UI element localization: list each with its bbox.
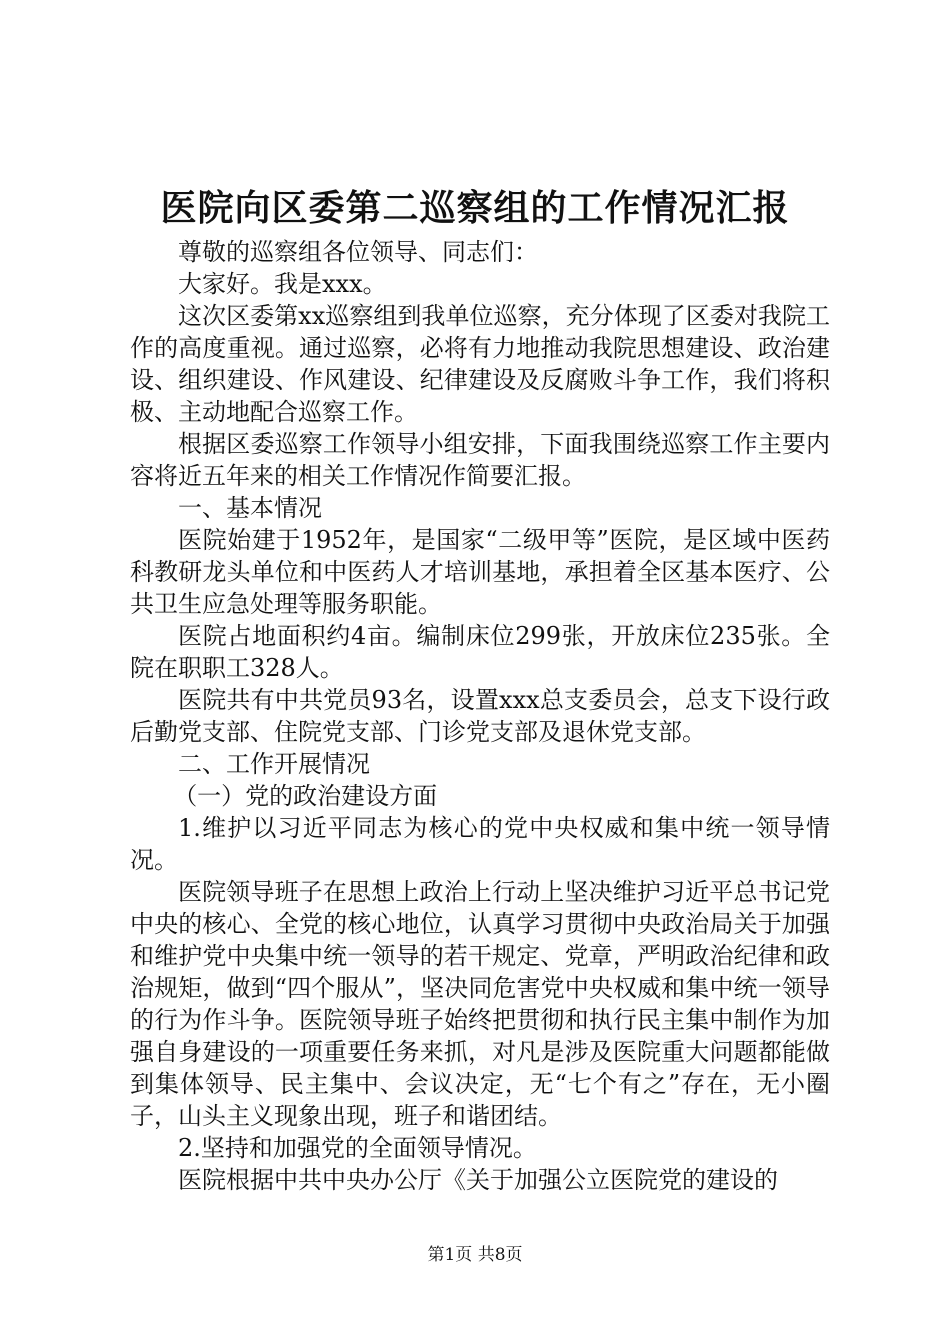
item-heading-1: 1.维护以习近平同志为核心的党中央权威和集中统一领导情况。	[130, 814, 830, 874]
greeting: 大家好。我是xxx。	[178, 270, 387, 298]
section-heading-basic: 一、基本情况	[178, 494, 322, 522]
hospital-size-paragraph: 医院占地面积约4亩。编制床位299张，开放床位235张。全院在职职工328人。	[130, 622, 830, 682]
document-body	[130, 236, 830, 1196]
item-heading-2: 2.坚持和加强党的全面领导情况。	[178, 1134, 537, 1162]
hospital-history-paragraph: 医院始建于1952年，是国家“二级甲等”医院，是区域中医药科教研龙头单位和中医药人才培训基地，承担着全区基本医疗、公共卫生应急处理等服务职能。	[130, 526, 830, 618]
subsection-heading-political: （一）党的政治建设方面	[173, 782, 438, 810]
leadership-paragraph: 医院领导班子在思想上政治上行动上坚决维护习近平总书记党中央的核心、全党的核心地位，认真学习贯彻中央政治局关于加强和维护党中央集中统一领导的若干规定、党章，严明政治纪律和政治规矩，做到“四个服从”，坚决同危害党中央权威和集中统一领导的行为作斗争。医院领导班子始终把贯彻和执行民主集中制作为加强自身建设的一项重要任务来抓，对凡是涉及医院重大问题都能做到集体领导、民主集中、会议决定，无“七个有之”存在，无小圈子，山头主义现象出现，班子和谐团结。	[130, 878, 830, 1130]
salutation: 尊敬的巡察组各位领导、同志们：	[178, 238, 538, 266]
party-members-paragraph: 医院共有中共党员93名，设置xxx总支委员会，总支下设行政后勤党支部、住院党支部、门诊党支部及退休党支部。	[130, 686, 830, 746]
page-footer: 第1页 共8页	[427, 1245, 523, 1265]
section-heading-work: 二、工作开展情况	[178, 750, 370, 778]
intro-paragraph: 这次区委第xx巡察组到我单位巡察，充分体现了区委对我院工作的高度重视。通过巡察，必将有力地推动我院思想建设、政治建设、组织建设、作风建设、纪律建设及反腐败斗争工作，我们将积极、主动地配合巡察工作。	[130, 302, 830, 426]
document-basis-paragraph: 医院根据中共中央办公厅《关于加强公立医院党的建设的	[178, 1166, 778, 1194]
arrangement-paragraph: 根据区委巡察工作领导小组安排，下面我围绕巡察工作主要内容将近五年来的相关工作情况作简要汇报。	[130, 430, 830, 490]
document-title: 医院向区委第二巡察组的工作情况汇报	[160, 187, 790, 229]
